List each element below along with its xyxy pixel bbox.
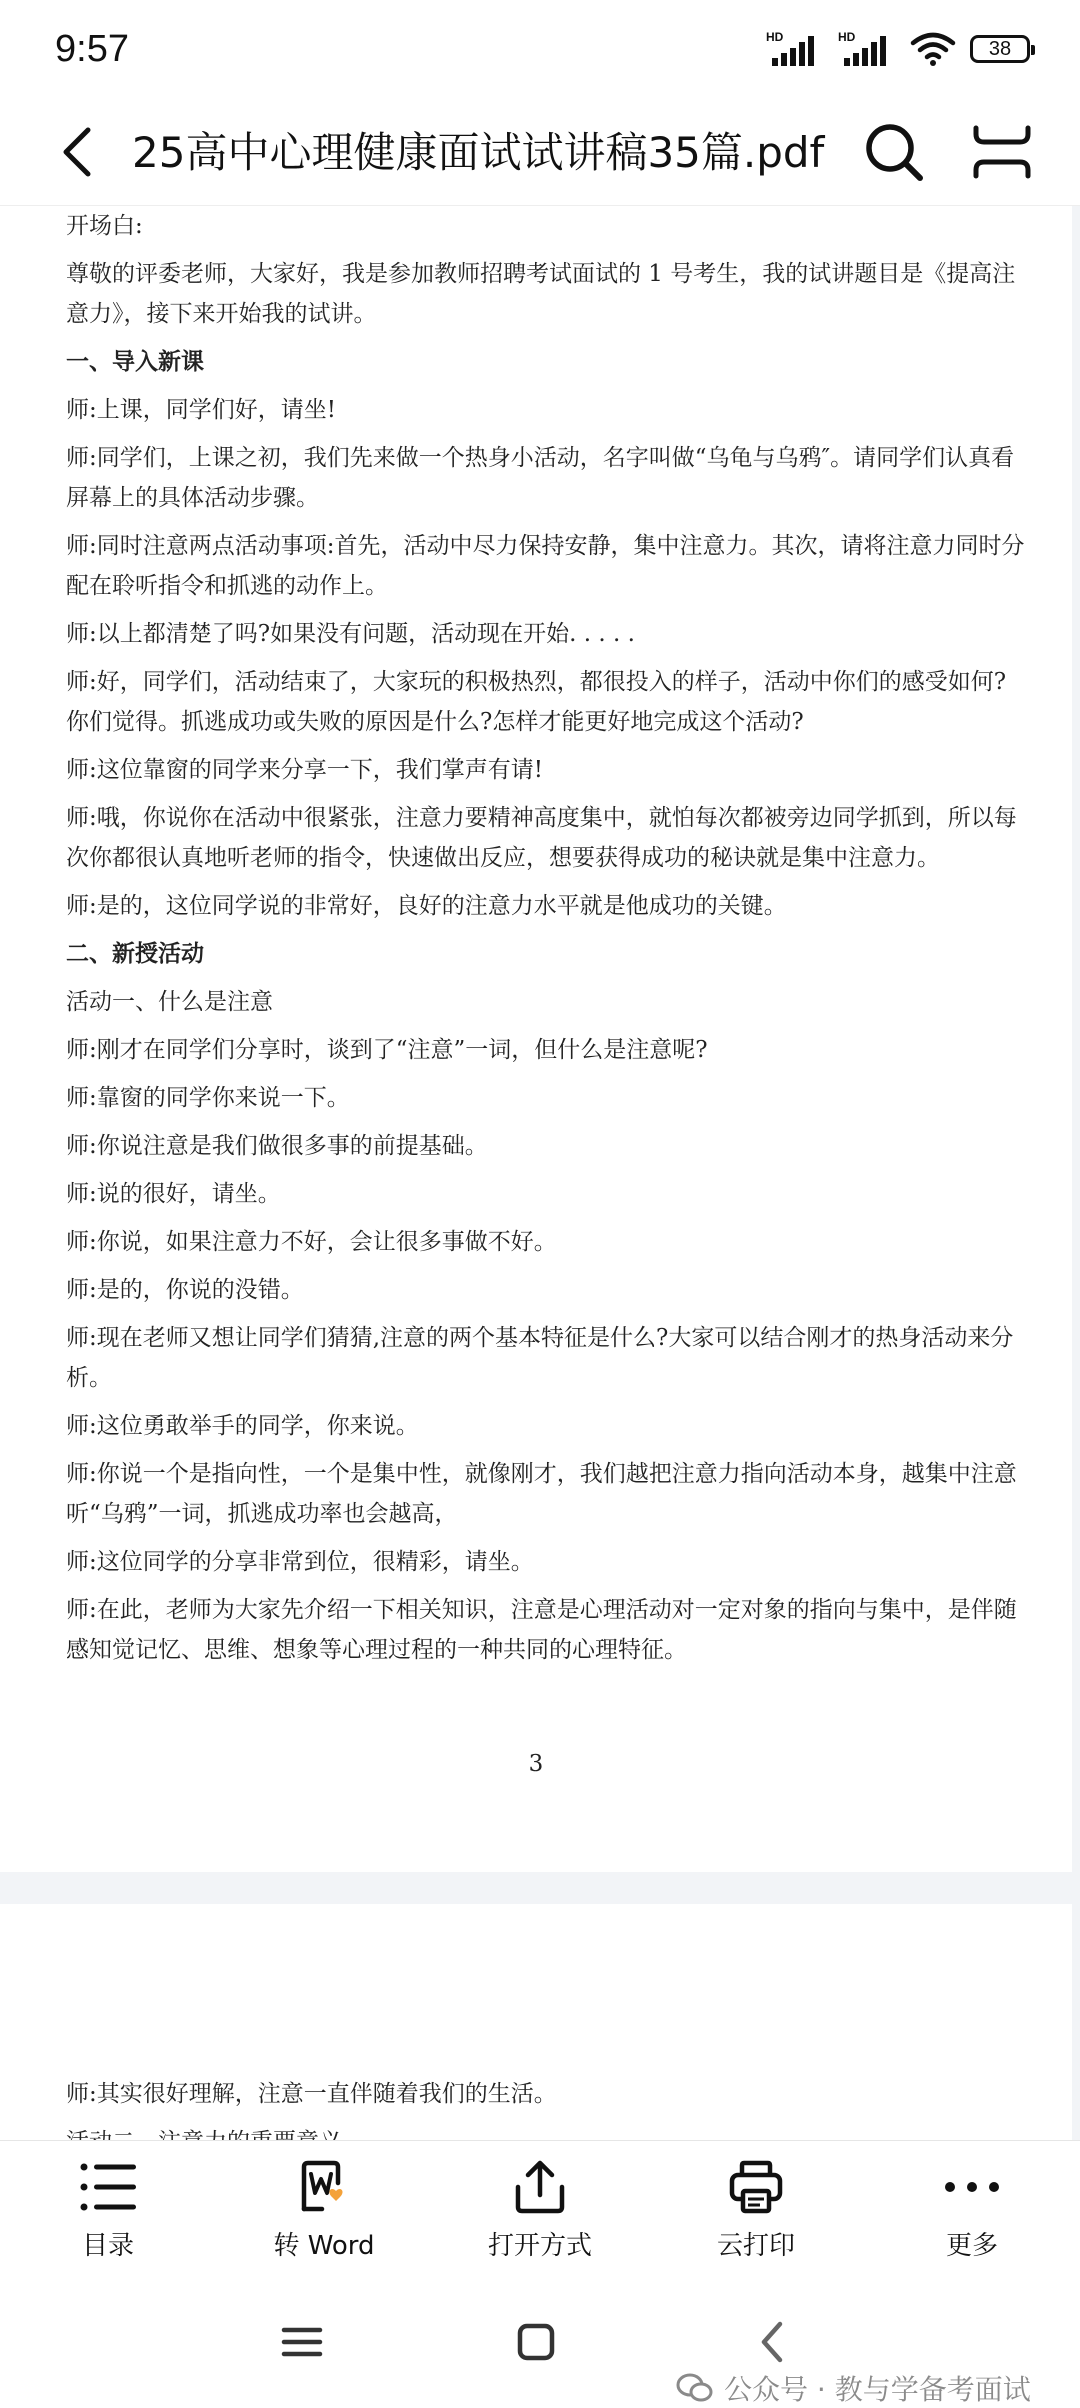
paragraph: 师:以上都清楚了吗?如果没有问题，活动现在开始. . . . . (66, 621, 635, 647)
battery-icon: 38 (970, 35, 1030, 63)
paragraph: 师:你说注意是我们做很多事的前提基础。 (66, 1133, 488, 1159)
bottom-toolbar (0, 2140, 1080, 2281)
recent-apps-icon[interactable] (272, 2312, 332, 2372)
wifi-icon (910, 31, 956, 67)
back-icon[interactable] (744, 2312, 804, 2372)
paragraph: 师:同学们，上课之初，我们先来做一个热身小活动，名字叫做“乌龟与乌鸦″。请同学们认真看屏幕上的具体活动步骤。 (66, 445, 1015, 511)
paragraph: 活动一、什么是注意 (66, 989, 273, 1015)
status-icons (766, 30, 1030, 68)
paragraph: 师:是的，你说的没错。 (66, 1277, 304, 1303)
paragraph: 师:你说，如果注意力不好，会让很多事做不好。 (66, 1229, 557, 1255)
section-heading: 二、新授活动 (66, 941, 204, 967)
list-icon (78, 2159, 138, 2215)
paragraph: 师:是的，这位同学说的非常好，良好的注意力水平就是他成功的关键。 (66, 893, 787, 919)
search-icon[interactable] (862, 120, 926, 184)
menu-icon[interactable] (970, 120, 1034, 184)
paragraph: 师:这位同学的分享非常到位，很精彩，请坐。 (66, 1549, 534, 1575)
paragraph: 师:现在老师又想让同学们猜猜,注意的两个基本特征是什么?大家可以结合刚才的热身活动来分析。 (66, 1325, 1014, 1391)
page-content (66, 206, 1026, 1678)
paragraph: 师:同时注意两点活动事项:首先，活动中尽力保持安静，集中注意力。其次，请将注意力同时分配在聆听指令和抓逃的动作上。 (66, 533, 1025, 599)
paragraph: 师:上课，同学们好，请坐! (66, 397, 336, 423)
paragraph: 师:这位靠窗的同学来分享一下，我们掌声有请! (66, 757, 543, 783)
paragraph: 尊敬的评委老师，大家好，我是参加教师招聘考试面试的 1 号考生，我的试讲题目是《提高注意力》，接下来开始我的试讲。 (66, 261, 1016, 327)
paragraph: 师:其实很好理解，注意一直伴随着我们的生活。 (66, 2081, 557, 2107)
signal-icon (766, 30, 824, 68)
status-bar (0, 0, 1080, 100)
document-title: 25高中心理健康面试试讲稿35篇.pdf (132, 128, 825, 177)
app-header (0, 100, 1080, 206)
status-time: 9:57 (55, 28, 129, 70)
back-arrow-icon[interactable] (52, 122, 112, 182)
convert-word-button[interactable] (244, 2159, 404, 2269)
watermark-text: 公众号 · 教与学备考面试 (724, 2373, 1031, 2406)
page-number: 3 (528, 1751, 544, 1777)
paragraph: 师:好，同学们，活动结束了，大家玩的积极热烈，都很投入的样子，活动中你们的感受如何?你们觉得。抓逃成功或失败的原因是什么?怎样才能更好地完成这个活动? (66, 669, 1007, 735)
paragraph: 师:你说一个是指向性，一个是集中性，就像刚才，我们越把注意力指向活动本身，越集中注意听“乌鸦”一词，抓逃成功率也会越高， (66, 1461, 1017, 1527)
paragraph: 开场白: (66, 213, 143, 239)
home-icon[interactable] (506, 2312, 566, 2372)
toolbar-label: 打开方式 (487, 2231, 592, 2261)
printer-icon (726, 2159, 786, 2215)
paragraph: 师:刚才在同学们分享时，谈到了“注意”一词，但什么是注意呢? (66, 1037, 708, 1063)
cloud-print-button[interactable] (676, 2159, 836, 2269)
paragraph: 师:哦，你说你在活动中很紧张，注意力要精神高度集中，就怕每次都被旁边同学抓到，所以每次你都很认真地听老师的指令，快速做出反应，想要获得成功的秘诀就是集中注意力。 (66, 805, 1017, 871)
pdf-viewer[interactable] (0, 206, 1080, 2140)
pdf-page (0, 206, 1072, 1872)
signal-badge: HD (766, 30, 784, 44)
wechat-icon (676, 2372, 714, 2404)
paragraph: 师:在此，老师为大家先介绍一下相关知识，注意是心理活动对一定对象的指向与集中，是伴随感知觉记忆、思维、想象等心理过程的一种共同的心理特征。 (66, 1597, 1017, 1663)
convert-word-icon (294, 2159, 354, 2215)
more-icon (942, 2159, 1002, 2215)
share-icon (510, 2159, 570, 2215)
open-with-button[interactable] (460, 2159, 620, 2269)
toolbar-label: 云打印 (716, 2231, 795, 2261)
watermark (676, 2368, 1031, 2408)
section-heading: 一、导入新课 (66, 349, 204, 375)
signal-badge: HD (838, 30, 856, 44)
paragraph: 师:说的很好，请坐。 (66, 1181, 281, 1207)
toolbar-label: 更多 (945, 2231, 998, 2261)
paragraph: 师:这位勇敢举手的同学，你来说。 (66, 1413, 419, 1439)
signal-icon (838, 30, 896, 68)
paragraph: 师:靠窗的同学你来说一下。 (66, 1085, 350, 1111)
toc-button[interactable] (28, 2159, 188, 2269)
toolbar-label: 目录 (81, 2231, 134, 2261)
more-button[interactable] (892, 2159, 1052, 2269)
toolbar-label: 转 Word (273, 2231, 375, 2261)
